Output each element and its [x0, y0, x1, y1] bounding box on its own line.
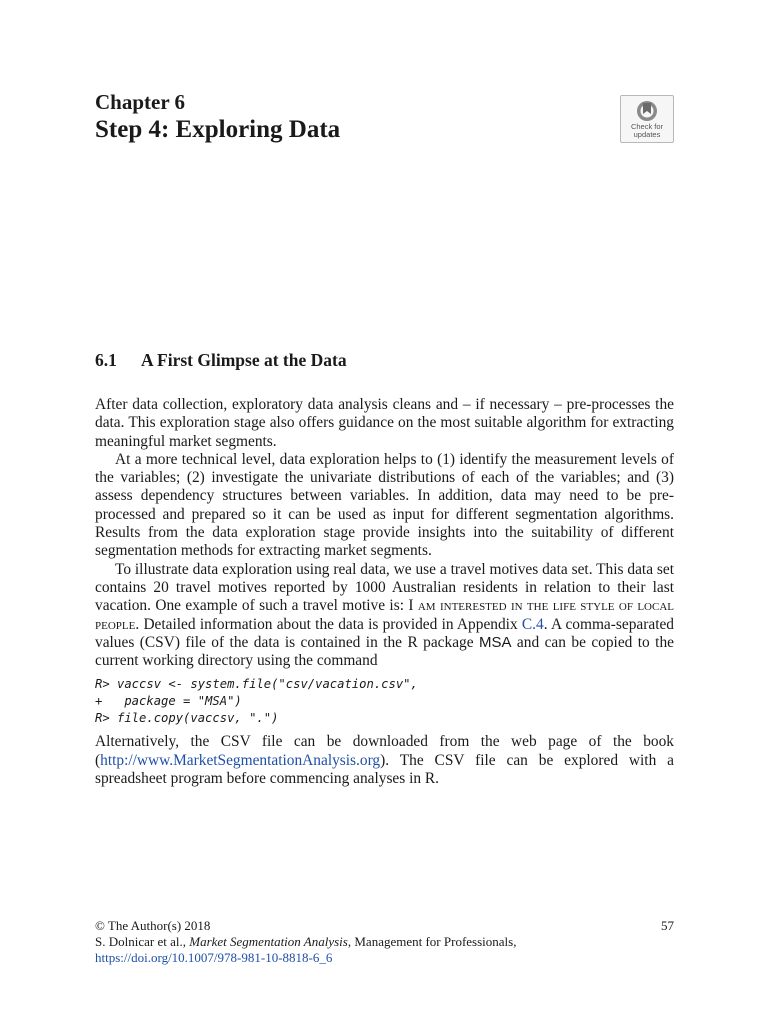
book-website-link[interactable]: http://www.MarketSegmentationAnalysis.org: [100, 751, 381, 769]
badge-text: [621, 123, 673, 139]
appendix-link[interactable]: C.4: [521, 615, 544, 633]
chapter-title: Step 4: Exploring Data: [95, 116, 341, 143]
citation-book-title: Market Segmentation Analysis: [189, 934, 348, 949]
citation-series: , Management for Professionals,: [347, 934, 517, 949]
copyright: © The Author(s) 2018: [95, 918, 211, 933]
page-footer: [95, 918, 674, 966]
code-block: R> vaccsv <- system.file("csv/vacation.csv", + package = "MSA") R> file.copy(vaccsv, "."): [95, 677, 418, 726]
bookmark-circle-icon: [636, 100, 658, 122]
badge-line-1: Check for: [630, 122, 664, 131]
section-number: 6.1: [95, 350, 117, 370]
doi-link[interactable]: https://doi.org/10.1007/978-981-10-8818-6_6: [95, 950, 333, 965]
paragraph-3-text-b: . Detailed information about the data is provided in Appendix: [135, 615, 522, 633]
body-text: [95, 396, 674, 788]
citation: [95, 934, 674, 950]
page-number: 57: [661, 918, 674, 933]
package-name: MSA: [478, 633, 512, 651]
paragraph-1: After data collection, exploratory data analysis cleans and – if necessary – pre-processes the data. This exploration stage also offers guidance on the most suitable algorithm for extracting meaningful market segments.: [95, 396, 674, 450]
paragraph-4: [95, 733, 674, 788]
paragraph-4-text-a: Alternatively, the CSV file can be downloaded from the web page of the book (: [95, 733, 674, 769]
section-heading: [95, 350, 347, 371]
check-for-updates-badge[interactable]: [620, 95, 674, 143]
paragraph-3-text-c: . A comma-separated values (CSV) file of the data is contained in the R package: [95, 615, 674, 651]
paragraph-3-text-d: and can be copied to the current working directory using the command: [95, 633, 674, 670]
chapter-label: Chapter 6: [95, 90, 186, 114]
section-title: A First Glimpse at the Data: [141, 350, 347, 370]
paragraph-3: [95, 561, 674, 671]
paragraph-4-text-b: ). The CSV file can be explored with a spreadsheet program before commencing analyses in R.: [95, 751, 674, 788]
badge-line-2: updates: [633, 130, 661, 139]
travel-motive-example: I am interested in the life style of local people: [95, 597, 674, 633]
paragraph-3-text-a: To illustrate data exploration using real data, we use a travel motives data set. This data set contains 20 travel motives reported by 1000 Australian residents in relation to their last vacation. One example of such a travel motive is:: [95, 560, 674, 615]
citation-authors: S. Dolnicar et al.,: [95, 934, 190, 949]
paragraph-2: At a more technical level, data exploration helps to (1) identify the measurement levels of the variables; (2) investigate the univariate distributions of each of the variables; and (3) assess dependency structures between variables. In addition, data may need to be pre-processed and prepared so it can be used as input for different segmentation algorithms. Results from the data exploration stage provide insights into the suitability of different segmentation methods for extracting market segments.: [95, 450, 674, 560]
